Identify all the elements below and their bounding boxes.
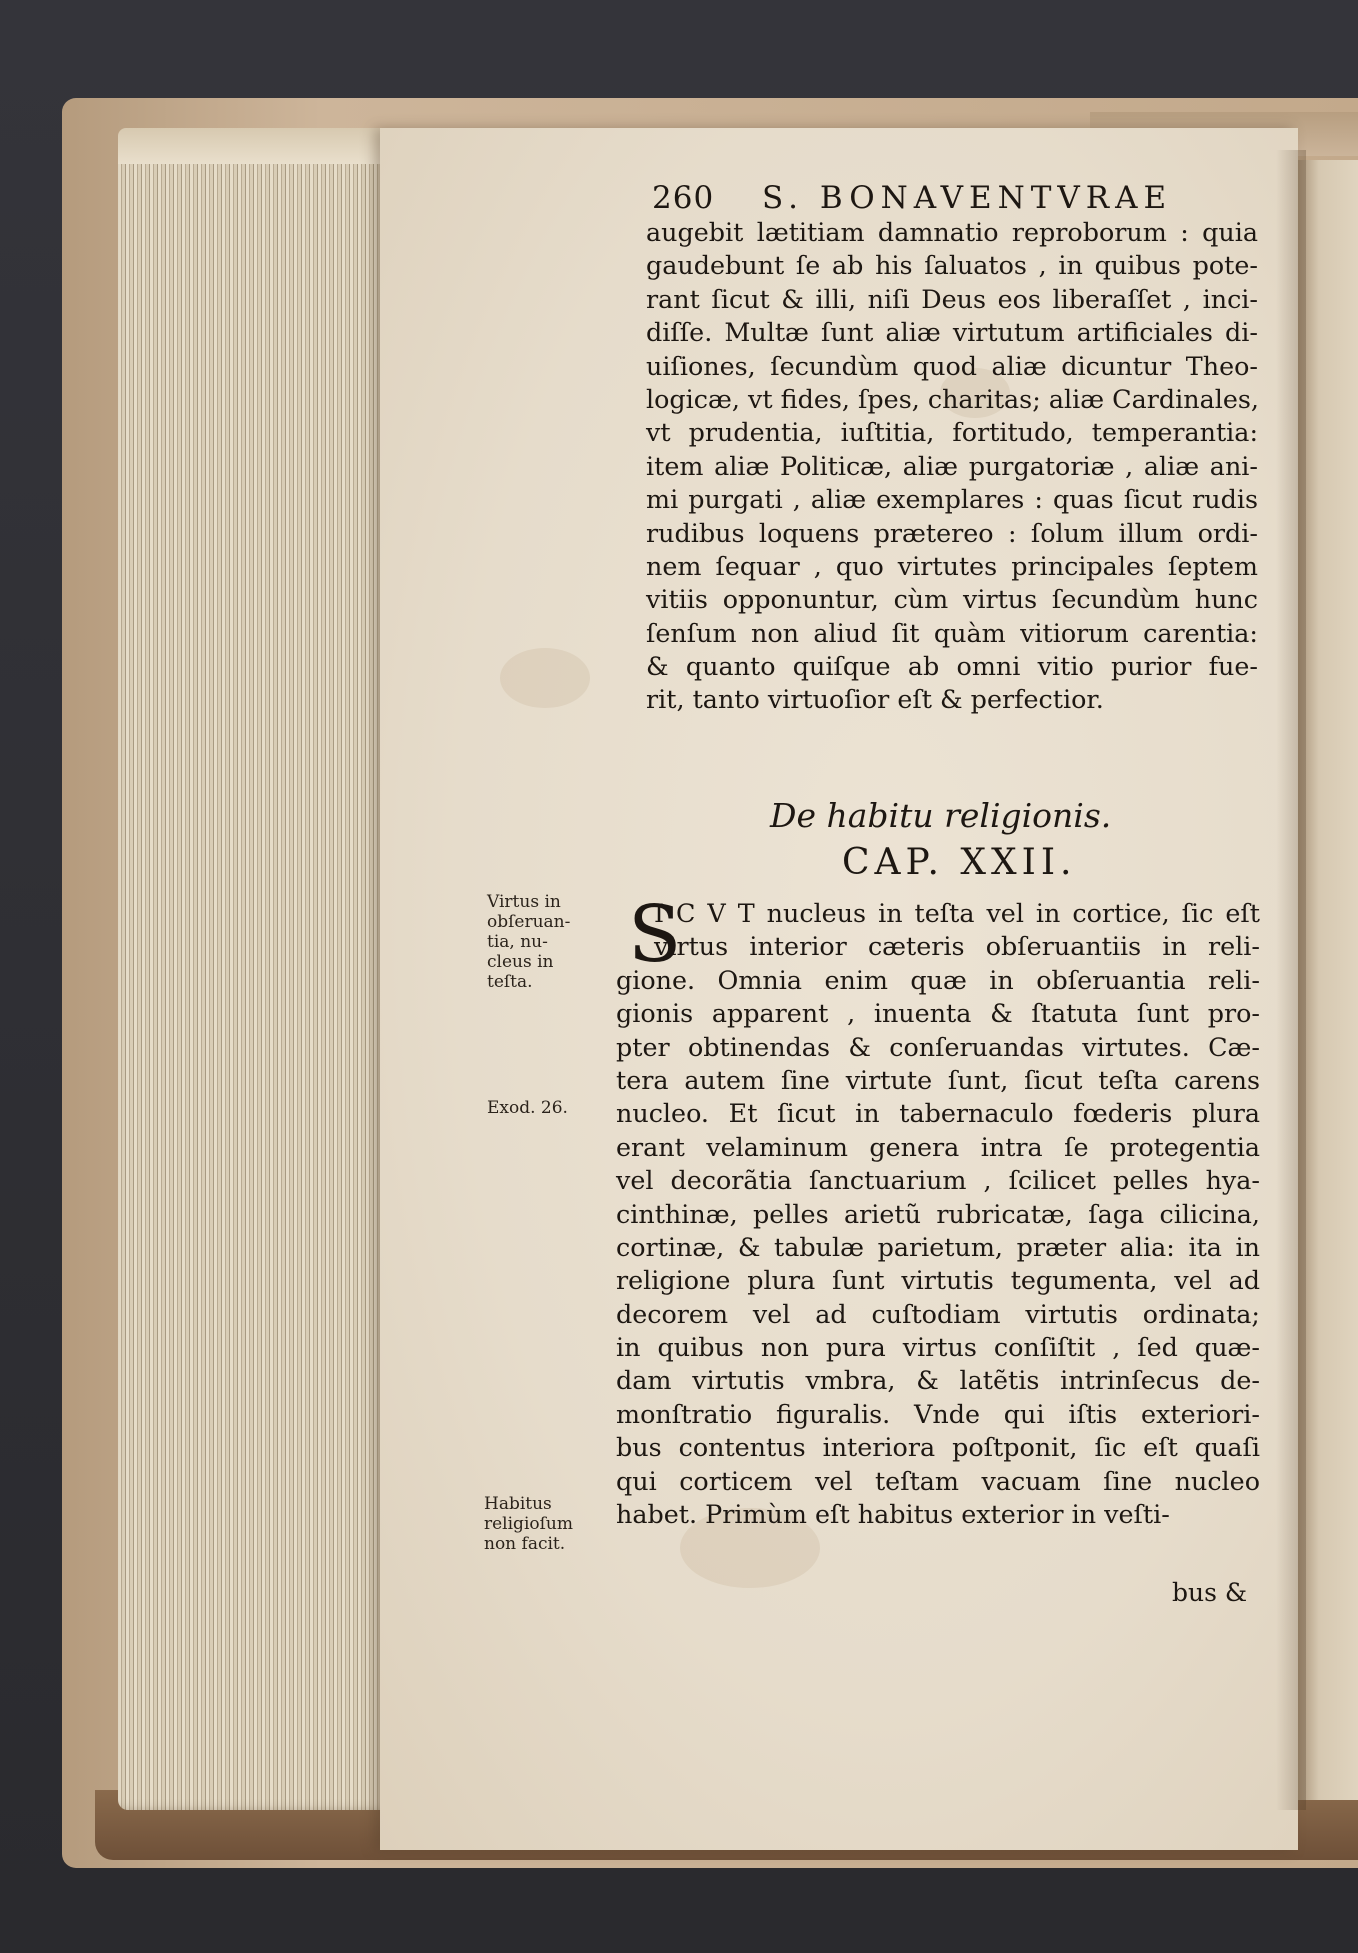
text-line: gionis apparent , inuenta & ſtatuta ſunt pro-: [616, 998, 1260, 1029]
facing-page-edge: [1298, 160, 1358, 1800]
text-line: uiſiones, ſecundùm quod aliæ dicuntur Theo-: [646, 350, 1258, 381]
text-line: vitiis opponuntur, cùm virtus ſecundùm hunc: [646, 584, 1258, 615]
catchword: bus &: [1172, 1578, 1248, 1607]
text-line: cortinæ, & tabulæ parietum, præter alia: ita in: [616, 1231, 1260, 1262]
drop-cap: S: [628, 890, 682, 980]
text-line: & quanto quiſque ab omni vitio purior fue-: [646, 651, 1258, 682]
text-line: logicæ, vt fides, ſpes, charitas; aliæ Cardinales,: [646, 383, 1259, 414]
text-line: mi purgati , aliæ exemplares : quas ſicut rudis: [646, 484, 1258, 515]
gutter-shadow: [1276, 150, 1306, 1810]
text-line: vel decorãtia ſanctuarium , ſcilicet pelles hya-: [616, 1165, 1260, 1196]
chapter-title: De habitu religionis.: [770, 796, 1112, 835]
text-line: item aliæ Politicæ, aliæ purgatoriæ , aliæ ani-: [646, 450, 1258, 481]
text-line: cinthinæ, pelles arietũ rubricatæ, ſaga cilicina,: [616, 1198, 1260, 1229]
text-line: decorem vel ad cuſtodiam virtutis ordinata;: [616, 1298, 1260, 1329]
text-line: erant velaminum genera intra ſe protegentia: [616, 1131, 1260, 1162]
text-line: nem ſequar , quo virtutes principales ſeptem: [646, 550, 1258, 581]
margin-note-exodus: Exod. 26.: [487, 1098, 568, 1118]
text-line: nucleo. Et ſicut in tabernaculo fœderis plura: [616, 1098, 1260, 1129]
margin-note-virtus: Virtus in obſeruan- tia, nu- cleus in teſta.: [487, 892, 571, 992]
text-line: religione plura ſunt virtutis tegumenta, vel ad: [616, 1265, 1260, 1296]
text-line: dam virtutis vmbra, & latẽtis intrinſecus de-: [616, 1365, 1260, 1396]
text-line: gaudebunt ſe ab his ſaluatos , in quibus pote-: [646, 250, 1258, 281]
text-line: vt prudentia, iuſtitia, fortitudo, temperantia:: [646, 417, 1258, 448]
text-line: rit, tanto virtuoſior eſt & perfectior.: [646, 684, 1104, 715]
page-edges-top: [118, 128, 390, 164]
text-line: diſſe. Multæ ſunt aliæ virtutum artificiales di-: [646, 317, 1258, 348]
text-line: augebit lætitiam damnatio reproborum : quia: [646, 217, 1258, 247]
text-line: bus contentus interiora poſtponit, ſic eſt quaſi: [616, 1432, 1260, 1463]
text-line: gione. Omnia enim quæ in obſeruantia reli-: [616, 964, 1260, 995]
page-edges: [118, 130, 390, 1810]
text-block-1: [646, 216, 1258, 717]
text-block-2: [616, 890, 1260, 1531]
text-line: rant ſicut & illi, niſi Deus eos liberaſſet , inci-: [646, 283, 1258, 314]
running-header: [652, 180, 1242, 216]
text-line: qui corticem vel teſtam vacuam ſine nucleo: [616, 1465, 1260, 1496]
text-line: rudibus loquens prætereo : ſolum illum ordi-: [646, 517, 1258, 548]
text-line: tera autem ſine virtute ſunt, ſicut teſta carens: [616, 1064, 1260, 1095]
text-line: monſtratio figuralis. Vnde qui iſtis exteriori-: [616, 1398, 1260, 1429]
text-line: I C V T nucleus in teſta vel in cortice, ſic eſt: [654, 898, 1260, 928]
text-line: in quibus non pura virtus conſiſtit , ſed quæ-: [616, 1332, 1260, 1363]
text-line: ſenſum non aliud ſit quàm vitiorum carentia:: [646, 617, 1258, 648]
text-line: virtus interior cæteris obſeruantiis in reli-: [654, 931, 1260, 962]
margin-note-habitus: Habitus religioſum non facit.: [484, 1494, 573, 1554]
page-number: 260: [652, 180, 715, 216]
running-title: S. BONAVENTVRAE: [762, 180, 1173, 216]
text-line: pter obtinendas & conſeruandas virtutes. Cæ-: [616, 1031, 1260, 1062]
chapter-label: CAP. XXII.: [842, 842, 1077, 883]
text-line: habet. Primùm eſt habitus exterior in veſti-: [616, 1499, 1170, 1530]
